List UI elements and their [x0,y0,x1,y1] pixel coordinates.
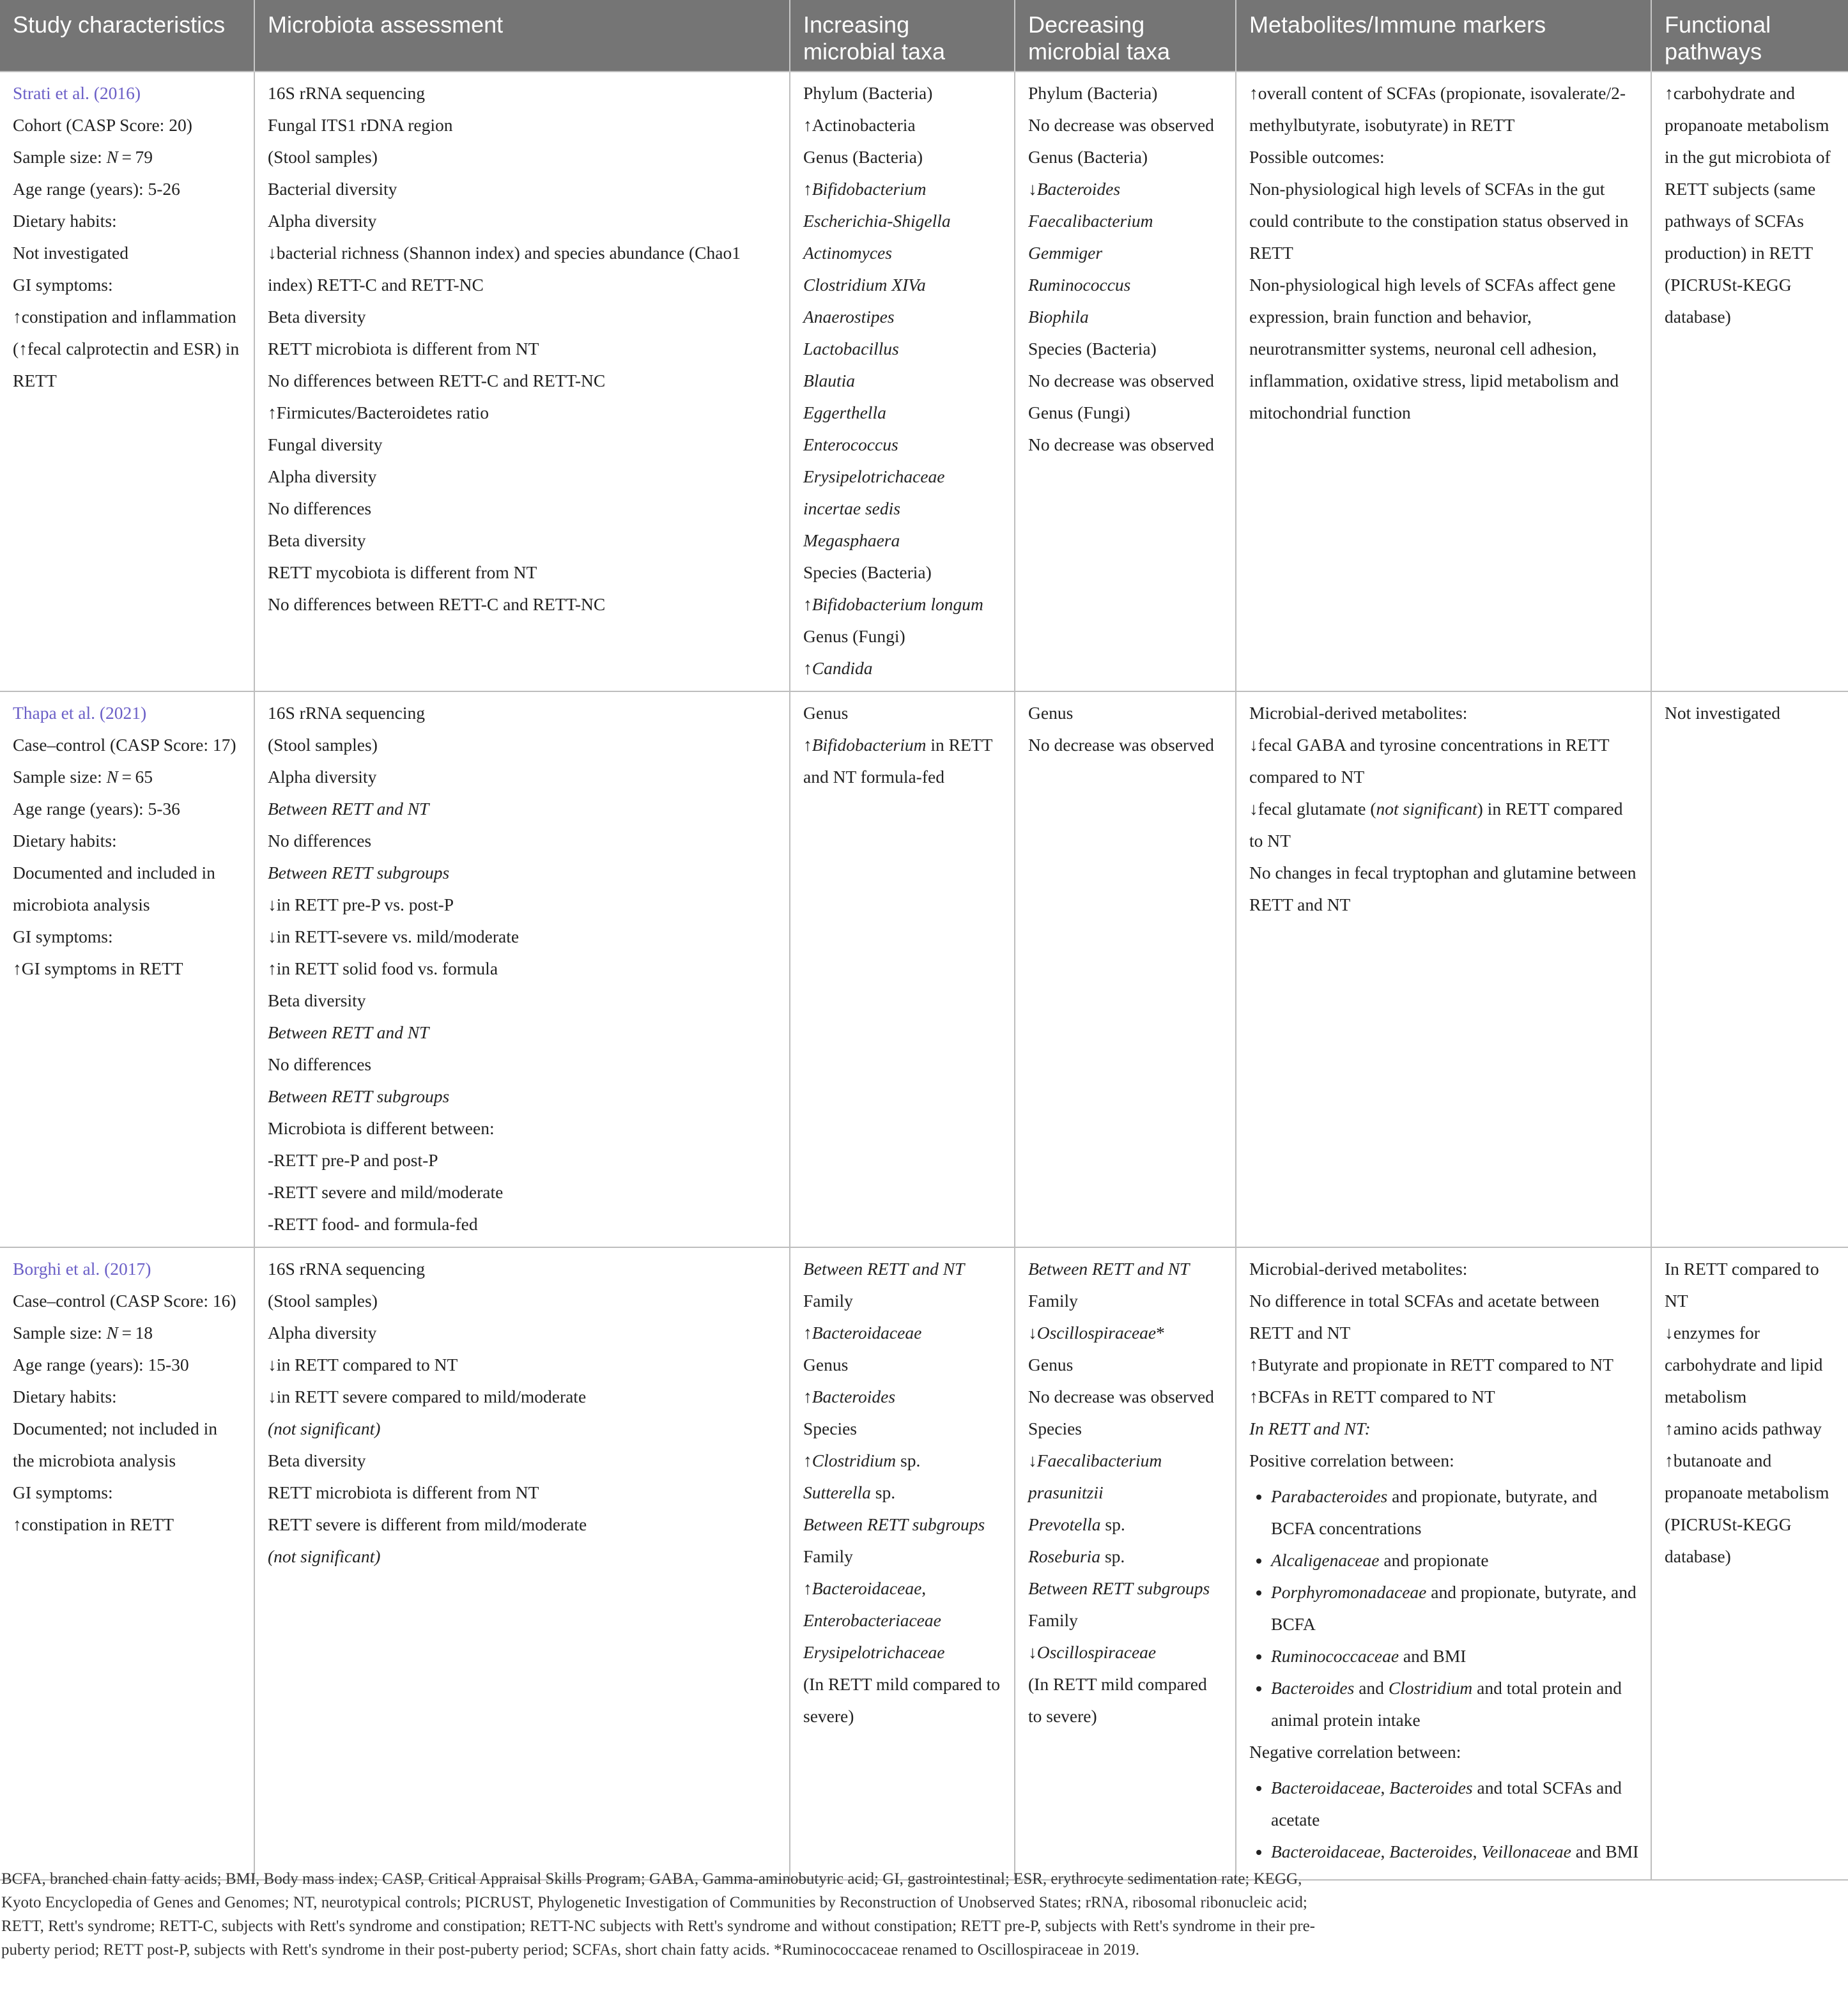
cell-decreasing-taxa [1015,72,1236,691]
increasing-taxon: Megasphaera [803,530,900,550]
decreasing-taxon: Between RETT and NT [1028,1259,1190,1279]
study-detail: Age range (years): 5-36 [13,799,180,819]
increasing-taxon: ↑Actinobacteria [803,115,916,135]
increasing-taxon: Family [803,1291,853,1311]
decreasing-taxon: Species (Bacteria) [1028,339,1157,358]
increasing-taxon: Actinomyces [803,243,892,263]
correlation-item: • Bacteroidaceae, Bacteroides and total SCFAs and acetate [1271,1772,1639,1836]
microbiota-line: Between RETT subgroups [268,1086,450,1106]
study-detail: Dietary habits: [13,211,117,231]
study-citation-link[interactable]: Strati et al. (2016) [13,83,141,103]
microbiota-line: Alpha diversity [268,767,377,787]
negative-correlation-label: Negative correlation between: [1249,1742,1461,1762]
increasing-taxon: Enterococcus [803,435,898,454]
microbiota-line: (not significant) [268,1419,381,1438]
metabolite-line: No changes in fecal tryptophan and glutamine between RETT and NT [1249,863,1636,914]
cell-decreasing-taxa [1015,1247,1236,1880]
study-detail: Case–control (CASP Score: 17) [13,735,236,755]
increasing-taxon: Genus (Bacteria) [803,147,923,167]
cell-increasing-taxa [790,691,1015,1247]
study-detail: Sample size: N = 18 [13,1323,153,1343]
increasing-taxon: Phylum (Bacteria) [803,83,933,103]
metabolite-line: ↑Butyrate and propionate in RETT compared to NT [1249,1355,1613,1374]
microbiota-line: -RETT severe and mild/moderate [268,1182,504,1202]
increasing-taxon: ↑Bifidobacterium longum [803,594,983,614]
increasing-taxon: Between RETT and NT [803,1259,965,1279]
study-detail: Sample size: N = 65 [13,767,153,787]
metabolite-line: Microbial-derived metabolites: [1249,703,1468,723]
correlation-item: • Alcaligenaceae and propionate [1271,1544,1639,1576]
study-detail: Dietary habits: [13,1387,117,1406]
correlation-item: • Porphyromonadaceae and propionate, butyrate, and BCFA [1271,1576,1639,1640]
functional-line: Not investigated [1665,703,1781,723]
study-detail: Age range (years): 15-30 [13,1355,189,1374]
increasing-taxon: Clostridium XIVa [803,275,926,295]
decreasing-taxon: Ruminococcus [1028,275,1131,295]
study-detail: Dietary habits: [13,831,117,850]
functional-line: ↑carbohydrate and propanoate metabolism in the gut microbiota of RETT subjects (same pathways of SCFAs production) in RETT (PICRUSt-KEGG database) [1665,83,1831,327]
study-detail: ↑constipation in RETT [13,1514,174,1534]
increasing-taxon: ↑Bacteroidaceae [803,1323,922,1343]
study-detail: Sample size: N = 79 [13,147,153,167]
col-header-microbiota: Microbiota assessment [254,0,790,72]
study-detail: Case–control (CASP Score: 16) [13,1291,236,1311]
microbiota-line: Beta diversity [268,990,366,1010]
microbiota-line: Bacterial diversity [268,179,397,199]
correlation-item: • Parabacteroides and propionate, butyrate, and BCFA concentrations [1271,1481,1639,1544]
negative-correlation-list [1249,1772,1639,1868]
functional-line: In RETT compared to NT [1665,1259,1819,1311]
microbiota-line: ↑Firmicutes/Bacteroidetes ratio [268,403,489,422]
microbiota-line: Fungal diversity [268,435,383,454]
microbiota-line: RETT mycobiota is different from NT [268,562,537,582]
decreasing-taxon: Genus (Fungi) [1028,403,1130,422]
increasing-taxon: Between RETT subgroups [803,1514,985,1534]
microbiota-line: Beta diversity [268,307,366,327]
study-detail: ↑constipation and inflammation (↑fecal calprotectin and ESR) in RETT [13,307,240,390]
microbiota-line: Fungal ITS1 rDNA region [268,115,453,135]
microbiota-line: Microbiota is different between: [268,1118,495,1138]
microbiota-line: 16S rRNA sequencing [268,83,425,103]
cell-increasing-taxa [790,72,1015,691]
microbiota-line: Beta diversity [268,530,366,550]
cell-increasing-taxa [790,1247,1015,1880]
decreasing-taxon: Genus (Bacteria) [1028,147,1148,167]
study-detail: ↑GI symptoms in RETT [13,958,183,978]
increasing-taxon: Genus [803,703,849,723]
microbiota-line: (not significant) [268,1546,381,1566]
microbiota-line: (Stool samples) [268,1291,378,1311]
decreasing-taxon: Prevotella sp. [1028,1514,1125,1534]
increasing-taxon: Sutterella sp. [803,1482,896,1502]
correlation-item: • Ruminococcaceae and BMI [1271,1640,1639,1672]
study-detail: Cohort (CASP Score: 20) [13,115,192,135]
microbiota-line: RETT microbiota is different from NT [268,339,539,358]
decreasing-taxon: ↓Oscillospiraceae [1028,1642,1157,1662]
microbiota-line: -RETT pre-P and post-P [268,1150,438,1170]
functional-line: ↑butanoate and propanoate metabolism [1665,1451,1829,1502]
study-detail: Not investigated [13,243,129,263]
microbiota-line: ↑in RETT solid food vs. formula [268,958,498,978]
microbiota-line: ↓in RETT pre-P vs. post-P [268,895,454,914]
decreasing-taxon: Gemmiger [1028,243,1103,263]
cell-decreasing-taxa [1015,691,1236,1247]
microbiota-line: -RETT food- and formula-fed [268,1214,478,1234]
decreasing-taxon: Family [1028,1610,1078,1630]
microbiota-line: Between RETT and NT [268,799,429,819]
correlation-item: • Bacteroidaceae, Bacteroides, Veillonaceae and BMI [1271,1836,1639,1868]
table-row [0,72,1848,691]
decreasing-taxon: (In RETT mild compared to severe) [1028,1674,1207,1726]
increasing-taxon: Family [803,1546,853,1566]
col-header-study: Study characteristics [0,0,254,72]
increasing-taxon: Lactobacillus [803,339,899,358]
microbiota-line: 16S rRNA sequencing [268,1259,425,1279]
microbiota-line: No differences [268,831,372,850]
microbiota-line: Alpha diversity [268,1323,377,1343]
decreasing-taxon: Between RETT subgroups [1028,1578,1210,1598]
microbiota-line: ↓in RETT severe compared to mild/moderate [268,1387,587,1406]
cell-study-characteristics [0,72,254,691]
cell-study-characteristics [0,1247,254,1880]
microbiota-line: No differences [268,498,372,518]
microbiota-line: Beta diversity [268,1451,366,1470]
decreasing-taxon: Species [1028,1419,1082,1438]
increasing-taxon: incertae sedis [803,498,900,518]
increasing-taxon: ↑Bacteroidaceae, Enterobacteriaceae [803,1578,941,1630]
col-header-decreasing: Decreasing microbial taxa [1015,0,1236,72]
decreasing-taxon: Phylum (Bacteria) [1028,83,1158,103]
decreasing-taxon: No decrease was observed [1028,435,1214,454]
increasing-taxon: Eggerthella [803,403,886,422]
metabolite-line: Non-physiological high levels of SCFAs affect gene expression, brain function and behavior, neurotransmitter systems, neuronal cell adhesion, inflammation, oxidative stress, lipid metabolism and mitochondrial function [1249,275,1619,422]
metabolite-line: In RETT and NT: [1249,1419,1371,1438]
microbiota-line: No differences between RETT-C and RETT-NC [268,594,606,614]
increasing-taxon: ↑Clostridium sp. [803,1451,921,1470]
increasing-taxon: Species [803,1419,858,1438]
positive-correlation-list [1249,1481,1639,1736]
metabolite-line: Positive correlation between: [1249,1451,1454,1470]
microbiota-line: ↓in RETT compared to NT [268,1355,458,1374]
cell-functional-pathways [1651,1247,1848,1880]
increasing-taxon: Erysipelotrichaceae [803,1642,945,1662]
microbiota-line: Alpha diversity [268,466,377,486]
functional-line: ↑amino acids pathway [1665,1419,1822,1438]
metabolite-line: Microbial-derived metabolites: [1249,1259,1468,1279]
decreasing-taxon: Family [1028,1291,1078,1311]
header-row [0,0,1848,72]
correlation-item: • Bacteroides and Clostridium and total protein and animal protein intake [1271,1672,1639,1736]
decreasing-taxon: ↓Oscillospiraceae* [1028,1323,1165,1343]
decreasing-taxon: ↓Bacteroides [1028,179,1121,199]
increasing-taxon: ↑Candida [803,658,873,678]
increasing-taxon: Species (Bacteria) [803,562,932,582]
increasing-taxon: (In RETT mild compared to severe) [803,1674,1001,1726]
decreasing-taxon: No decrease was observed [1028,115,1214,135]
metabolite-line: ↓fecal glutamate (not significant) in RETT compared to NT [1249,799,1623,850]
study-detail: GI symptoms: [13,927,113,946]
study-detail: Age range (years): 5-26 [13,179,180,199]
metabolite-line: ↑BCFAs in RETT compared to NT [1249,1387,1495,1406]
microbiota-line: 16S rRNA sequencing [268,703,425,723]
increasing-taxon: Escherichia-Shigella [803,211,951,231]
cell-microbiota-assessment [254,691,790,1247]
cell-microbiota-assessment [254,72,790,691]
col-header-functional: Functional pathways [1651,0,1848,72]
microbiota-line: No differences between RETT-C and RETT-NC [268,371,606,390]
increasing-taxon: Blautia [803,371,855,390]
table-row [0,1247,1848,1880]
microbiota-line: No differences [268,1054,372,1074]
cell-microbiota-assessment [254,1247,790,1880]
decreasing-taxon: Biophila [1028,307,1089,327]
decreasing-taxon: Roseburia sp. [1028,1546,1125,1566]
decreasing-taxon: No decrease was observed [1028,735,1214,755]
cell-functional-pathways [1651,72,1848,691]
increasing-taxon: Anaerostipes [803,307,895,327]
microbiota-line: (Stool samples) [268,147,378,167]
cell-study-characteristics [0,691,254,1247]
decreasing-taxon: No decrease was observed [1028,1387,1214,1406]
increasing-taxon: ↑Bifidobacterium [803,179,927,199]
increasing-taxon: Erysipelotrichaceae [803,466,945,486]
increasing-taxon: ↑Bacteroides [803,1387,896,1406]
microbiota-line: ↓bacterial richness (Shannon index) and species abundance (Chao1 index) RETT-C and RETT-NC [268,243,741,295]
study-detail: GI symptoms: [13,1482,113,1502]
study-citation-link[interactable]: Borghi et al. (2017) [13,1259,151,1279]
decreasing-taxon: ↓Faecalibacterium prasunitzii [1028,1451,1162,1502]
increasing-taxon: Genus (Fungi) [803,626,905,646]
metabolite-line: Possible outcomes: [1249,147,1385,167]
metabolite-line: ↓fecal GABA and tyrosine concentrations in RETT compared to NT [1249,735,1610,787]
cell-metabolites [1236,691,1651,1247]
increasing-taxon: Genus [803,1355,849,1374]
col-header-metabolites: Metabolites/Immune markers [1236,0,1651,72]
cell-metabolites [1236,72,1651,691]
cell-functional-pathways [1651,691,1848,1247]
study-detail: GI symptoms: [13,275,113,295]
metabolite-line: No difference in total SCFAs and acetate between RETT and NT [1249,1291,1600,1343]
microbiota-line: (Stool samples) [268,735,378,755]
decreasing-taxon: Genus [1028,703,1074,723]
microbiota-line: Between RETT subgroups [268,863,450,882]
decreasing-taxon: Genus [1028,1355,1074,1374]
decreasing-taxon: No decrease was observed [1028,371,1214,390]
study-detail: Documented; not included in the microbiota analysis [13,1419,217,1470]
microbiota-line: ↓in RETT-severe vs. mild/moderate [268,927,520,946]
col-header-increasing: Increasing microbial taxa [790,0,1015,72]
functional-line: (PICRUSt-KEGG database) [1665,1514,1792,1566]
study-citation-link[interactable]: Thapa et al. (2021) [13,703,147,723]
increasing-taxon: ↑Bifidobacterium in RETT and NT formula-fed [803,735,992,787]
cell-metabolites [1236,1247,1651,1880]
metabolite-line: Non-physiological high levels of SCFAs in the gut could contribute to the constipation status observed in RETT [1249,179,1629,263]
study-detail: Documented and included in microbiota analysis [13,863,215,914]
functional-line: ↓enzymes for carbohydrate and lipid metabolism [1665,1323,1823,1406]
metabolite-line: ↑overall content of SCFAs (propionate, isovalerate/2-methylbutyrate, isobutyrate) in RETT [1249,83,1626,135]
table-footnote: BCFA, branched chain fatty acids; BMI, Body mass index; CASP, Critical Appraisal Skills Program; GABA, Gamma-aminobutyric acid; GI, gastrointestinal; ESR, erythrocyte sedimentation rate; KEGG, Kyoto Encyclopedia of Genes and Genomes; NT, neurotypical controls; PICRUST, Phylogenetic Investigation of Communities by Reconstruction of Unobserved States; rRNA, ribosomal ribonucleic acid; RETT, Rett's syndrome; RETT-C, subjects with Rett's syndrome and constipation; RETT-NC subjects with Rett's syndrome and without constipation; RETT pre-P, subjects with Rett's syndrome in their pre-puberty period; RETT post-P, subjects with Rett's syndrome in their post-puberty period; SCFAs, short chain fatty acids. *Ruminococcaceae renamed to Oscillospiraceae in 2019. [1,1870,1316,1958]
decreasing-taxon: Faecalibacterium [1028,211,1153,231]
microbiota-line: Alpha diversity [268,211,377,231]
microbiota-line: RETT microbiota is different from NT [268,1482,539,1502]
table-row [0,691,1848,1247]
microbiota-line: RETT severe is different from mild/moderate [268,1514,587,1534]
microbiota-line: Between RETT and NT [268,1022,429,1042]
